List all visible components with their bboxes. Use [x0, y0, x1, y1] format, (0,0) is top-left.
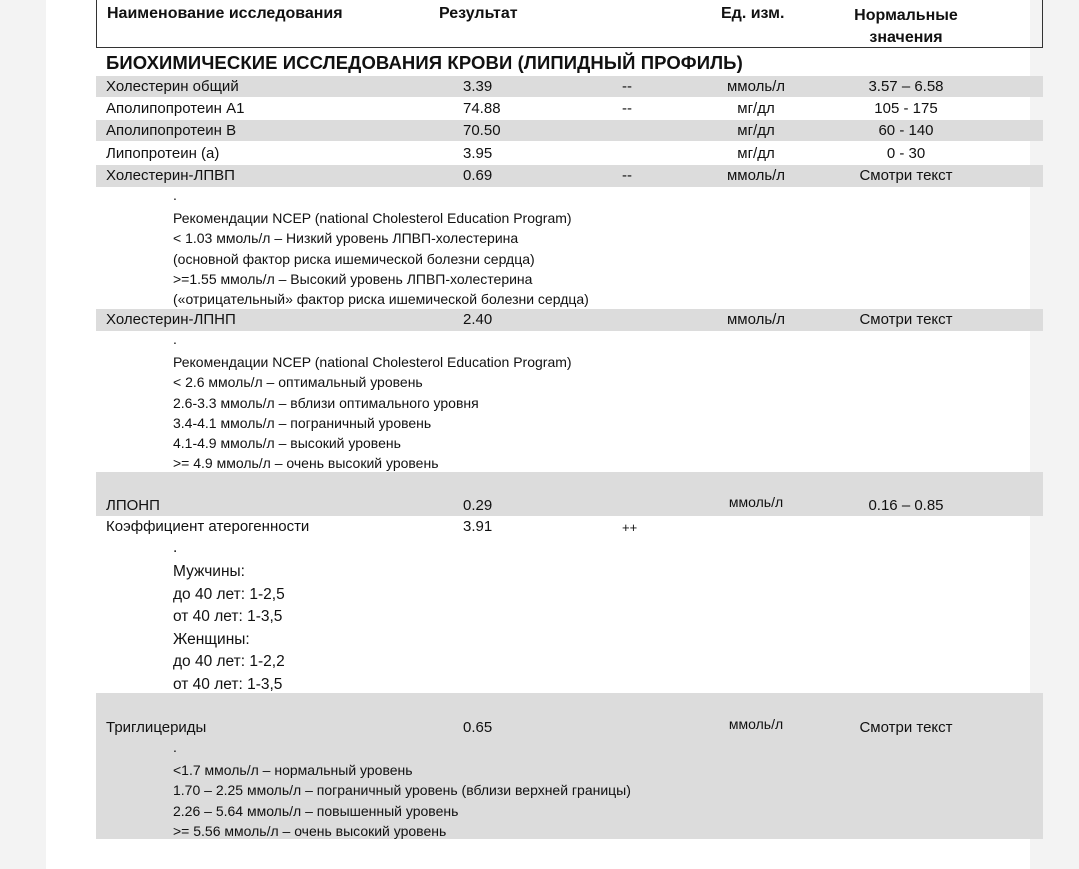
row-unit: мг/дл	[737, 100, 775, 117]
row-norm: 3.57 – 6.58	[868, 78, 944, 95]
note-line: Женщины:	[173, 630, 250, 648]
row-value: 0.69	[463, 167, 493, 184]
header-norm-line2: значения	[869, 29, 943, 46]
header-result: Результат	[439, 5, 518, 22]
note-line: >=1.55 ммоль/л – Высокий уровень ЛПВП-холестерина	[173, 270, 533, 287]
row-unit: ммоль/л	[726, 167, 786, 184]
row-norm: 105 - 175	[874, 100, 938, 117]
row-flag: --	[622, 167, 632, 184]
hdl-note	[173, 188, 589, 309]
note-line: до 40 лет: 1-2,2	[173, 653, 285, 671]
note-line: <1.7 ммоль/л – нормальный уровень	[173, 762, 413, 778]
note-dot: .	[173, 739, 177, 755]
tg-note	[173, 740, 631, 841]
row-unit: мг/дл	[737, 122, 775, 139]
table-row	[96, 472, 1043, 516]
row-norm: Смотри текст	[859, 311, 953, 328]
row-name: Триглицериды	[106, 719, 207, 736]
table-row	[96, 516, 1043, 538]
note-line: до 40 лет: 1-2,5	[173, 585, 285, 603]
row-value: 0.29	[463, 497, 493, 514]
header-norm-line1: Нормальные	[854, 7, 958, 24]
note-line: 1.70 – 2.25 ммоль/л – пограничный уровень (вблизи верхней границы)	[173, 782, 631, 799]
row-value: 3.95	[463, 145, 493, 162]
note-line: >= 5.56 ммоль/л – очень высокий уровень	[173, 822, 447, 839]
row-value: 3.39	[463, 78, 493, 95]
row-value: 3.91	[463, 518, 493, 535]
note-line: Рекомендации NCEP (national Cholesterol Education Program)	[173, 354, 572, 370]
header-unit: Ед. изм.	[721, 5, 785, 22]
note-line: от 40 лет: 1-3,5	[173, 608, 283, 626]
table-row	[96, 98, 1043, 119]
note-line: 3.4-4.1 ммоль/л – пограничный уровень	[173, 414, 432, 431]
row-norm: 60 - 140	[878, 122, 934, 139]
note-line: Рекомендации NCEP (national Cholesterol Education Program)	[173, 210, 572, 226]
row-name: Холестерин общий	[106, 78, 239, 95]
header-name: Наименование исследования	[107, 5, 343, 22]
note-dot: .	[173, 187, 177, 203]
row-flag: ++	[622, 520, 638, 535]
row-flag: --	[622, 78, 632, 95]
header-norm	[837, 5, 975, 49]
row-unit: ммоль/л	[726, 311, 786, 328]
row-unit: ммоль/л	[728, 494, 784, 510]
row-unit: мг/дл	[737, 145, 775, 162]
table-header	[96, 0, 1043, 48]
document-page	[46, 0, 1030, 869]
row-name: Холестерин-ЛПВП	[106, 167, 235, 184]
row-value: 74.88	[463, 100, 501, 117]
note-line: (основной фактор риска ишемической болезни сердца)	[173, 250, 535, 267]
row-value: 2.40	[463, 311, 493, 328]
row-unit: ммоль/л	[728, 716, 784, 732]
row-norm: 0.16 – 0.85	[868, 497, 944, 514]
note-line: от 40 лет: 1-3,5	[173, 675, 283, 693]
note-line: < 2.6 ммоль/л – оптимальный уровень	[173, 374, 423, 391]
note-line: 2.6-3.3 ммоль/л – вблизи оптимального уровня	[173, 394, 479, 411]
atherogenic-note	[173, 541, 285, 697]
table-row	[96, 76, 1043, 97]
note-dot: .	[173, 331, 177, 347]
table-row	[96, 165, 1043, 187]
row-name: Коэффициент атерогенности	[106, 518, 310, 535]
note-line: 2.26 – 5.64 ммоль/л – повышенный уровень	[173, 802, 459, 819]
note-dot: .	[173, 539, 178, 556]
row-norm: 0 - 30	[886, 145, 926, 162]
note-line: Мужчины:	[173, 563, 245, 580]
table-row	[96, 309, 1043, 331]
note-line: («отрицательный» фактор риска ишемической болезни сердца)	[173, 291, 589, 308]
row-name: Аполипопротеин В	[106, 122, 237, 139]
row-name: Холестерин-ЛПНП	[106, 311, 236, 328]
row-unit: ммоль/л	[726, 78, 786, 95]
table-row	[96, 120, 1043, 141]
row-norm: Смотри текст	[859, 167, 953, 184]
row-name: Аполипопротеин А1	[106, 100, 245, 117]
row-value: 70.50	[463, 122, 501, 139]
row-norm: Смотри текст	[859, 719, 953, 736]
row-name: ЛПОНП	[106, 497, 160, 514]
row-name: Липопротеин (а)	[106, 145, 220, 162]
note-line: < 1.03 ммоль/л – Низкий уровень ЛПВП-холестерина	[173, 230, 519, 247]
table-row	[96, 142, 1043, 164]
row-value: 0.65	[463, 719, 493, 736]
note-line: 4.1-4.9 ммоль/л – высокий уровень	[173, 435, 401, 452]
ldl-note	[173, 332, 572, 474]
section-title: БИОХИМИЧЕСКИЕ ИССЛЕДОВАНИЯ КРОВИ (ЛИПИДНЫЙ ПРОФИЛЬ)	[106, 52, 743, 73]
row-flag: --	[622, 100, 632, 117]
note-line: >= 4.9 ммоль/л – очень высокий уровень	[173, 455, 439, 472]
